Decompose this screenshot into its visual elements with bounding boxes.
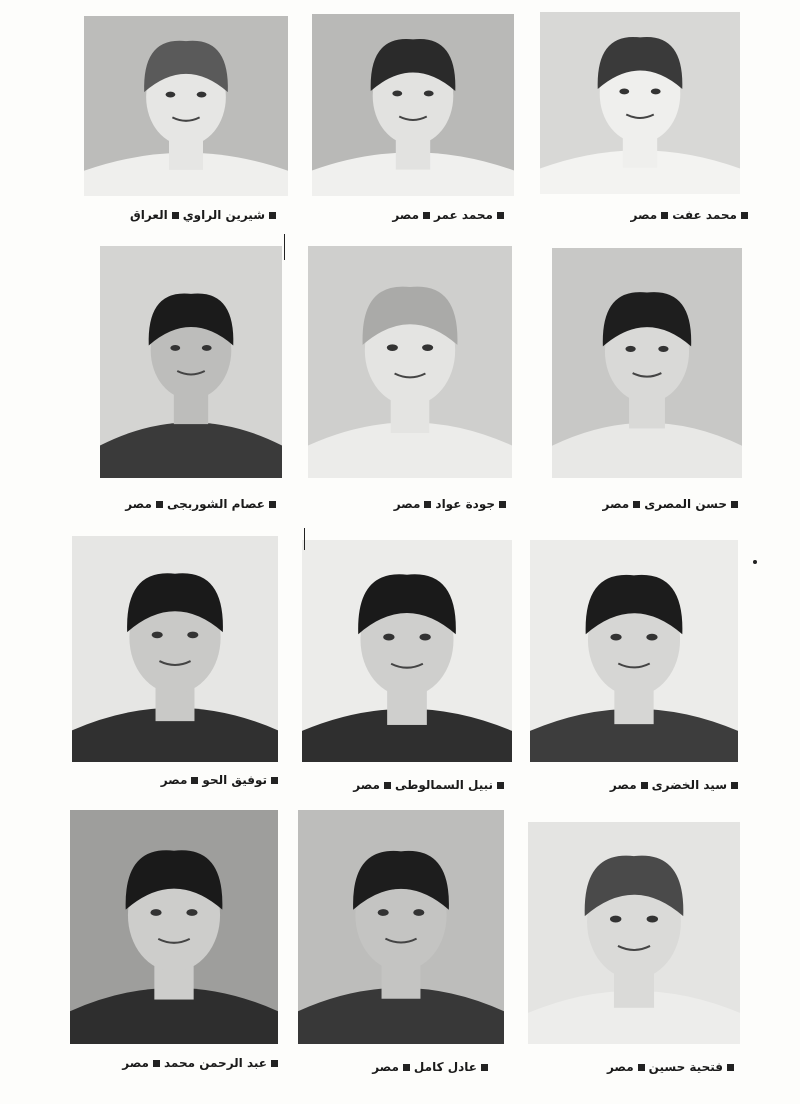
- person-country: مصر: [353, 778, 380, 792]
- portrait-figure: [70, 810, 278, 1044]
- portrait-photo: [70, 810, 278, 1044]
- bullet-square-icon: [423, 212, 430, 219]
- portrait-photo: [528, 822, 740, 1044]
- portrait-photo: [552, 248, 742, 478]
- photo-caption: [392, 208, 508, 222]
- left-eye-shape: [150, 909, 161, 916]
- portrait-figure: [302, 540, 512, 762]
- bullet-square-icon: [269, 501, 276, 508]
- scan-mark-dot: [753, 560, 757, 564]
- bullet-square-icon: [384, 782, 391, 789]
- portrait-photo: [100, 246, 282, 478]
- portrait-photo: [84, 16, 288, 196]
- bullet-square-icon: [153, 1060, 160, 1067]
- person-name: حسن المصرى: [644, 497, 727, 511]
- left-eye-shape: [166, 92, 176, 98]
- left-eye-shape: [152, 632, 163, 639]
- portrait-photo: [298, 810, 504, 1044]
- photo-caption: [122, 1056, 282, 1070]
- bullet-square-icon: [731, 501, 738, 508]
- portrait-figure: [552, 248, 742, 478]
- photo-caption: [353, 778, 508, 792]
- bullet-square-icon: [269, 212, 276, 219]
- person-name: محمد عفت: [672, 208, 737, 222]
- scan-mark-line: [304, 528, 305, 550]
- right-eye-shape: [202, 345, 212, 351]
- left-eye-shape: [170, 345, 180, 351]
- right-eye-shape: [647, 916, 658, 923]
- bullet-square-icon: [424, 501, 431, 508]
- portrait-figure: [528, 822, 740, 1044]
- left-eye-shape: [378, 909, 389, 916]
- person-name: محمد عمر: [434, 208, 493, 222]
- portrait-photo: [72, 536, 278, 762]
- portrait-figure: [312, 14, 514, 196]
- person-name: عصام الشوربجى: [166, 497, 265, 511]
- portrait-figure: [100, 246, 282, 478]
- bullet-square-icon: [661, 212, 668, 219]
- person-country: مصر: [609, 778, 637, 792]
- bullet-square-icon: [172, 212, 179, 219]
- bullet-square-icon: [727, 1064, 734, 1071]
- left-eye-shape: [625, 346, 635, 352]
- portrait-figure: [84, 16, 288, 196]
- photo-caption: [394, 497, 510, 511]
- portrait-photo: [308, 246, 512, 478]
- right-eye-shape: [658, 346, 668, 352]
- right-eye-shape: [422, 344, 433, 351]
- photo-caption: [130, 208, 280, 222]
- person-country: مصر: [630, 208, 658, 222]
- left-eye-shape: [387, 344, 398, 351]
- photo-caption: [607, 1060, 738, 1074]
- person-name: فتحية حسين: [648, 1060, 723, 1074]
- bullet-square-icon: [633, 501, 640, 508]
- photo-caption: [610, 778, 742, 792]
- right-eye-shape: [424, 90, 434, 96]
- right-eye-shape: [186, 909, 197, 916]
- person-country: مصر: [125, 497, 152, 511]
- bullet-square-icon: [271, 777, 278, 784]
- portrait-photo: [540, 12, 740, 194]
- person-country: مصر: [602, 497, 630, 511]
- bullet-square-icon: [156, 501, 163, 508]
- bullet-square-icon: [403, 1064, 410, 1071]
- bullet-square-icon: [499, 501, 506, 508]
- person-country: العراق: [129, 208, 168, 222]
- left-eye-shape: [610, 916, 621, 923]
- person-name: شيرين الراوي: [182, 208, 265, 222]
- person-country: مصر: [606, 1060, 634, 1074]
- left-eye-shape: [383, 634, 394, 641]
- person-country: مصر: [393, 497, 421, 511]
- photo-caption: [372, 1060, 492, 1074]
- portrait-figure: [540, 12, 740, 194]
- portrait-photo: [302, 540, 512, 762]
- photo-caption: [631, 208, 753, 222]
- left-eye-shape: [619, 88, 629, 94]
- left-eye-shape: [610, 634, 621, 641]
- right-eye-shape: [419, 634, 430, 641]
- bullet-square-icon: [497, 782, 504, 789]
- portrait-figure: [72, 536, 278, 762]
- person-name: عبد الرحمن محمد: [163, 1056, 267, 1070]
- portrait-figure: [308, 246, 512, 478]
- person-name: توفيق الحو: [202, 773, 267, 787]
- portrait-photo: [312, 14, 514, 196]
- person-country: مصر: [392, 208, 420, 222]
- portrait-figure: [298, 810, 504, 1044]
- bullet-square-icon: [497, 212, 504, 219]
- right-eye-shape: [413, 909, 424, 916]
- shoulders-shape: [552, 423, 742, 478]
- person-name: عادل كامل: [413, 1060, 477, 1074]
- photo-caption: [161, 773, 282, 787]
- person-country: مصر: [160, 773, 188, 787]
- right-eye-shape: [646, 634, 657, 641]
- person-name: سيد الخضرى: [651, 778, 727, 792]
- photo-caption: [125, 497, 280, 511]
- person-name: جودة عواد: [435, 497, 495, 511]
- person-country: مصر: [372, 1060, 399, 1074]
- scan-mark-line: [284, 234, 285, 260]
- portrait-photo: [530, 540, 738, 762]
- photo-caption: [602, 497, 742, 511]
- left-eye-shape: [392, 90, 402, 96]
- bullet-square-icon: [271, 1060, 278, 1067]
- right-eye-shape: [651, 88, 661, 94]
- person-name: نبيل السمالوطى: [394, 778, 493, 792]
- right-eye-shape: [187, 632, 198, 639]
- bullet-square-icon: [638, 1064, 645, 1071]
- bullet-square-icon: [731, 782, 738, 789]
- shoulders-shape: [100, 422, 282, 478]
- right-eye-shape: [197, 92, 207, 98]
- portrait-figure: [530, 540, 738, 762]
- bullet-square-icon: [191, 777, 198, 784]
- bullet-square-icon: [741, 212, 748, 219]
- bullet-square-icon: [641, 782, 648, 789]
- bullet-square-icon: [481, 1064, 488, 1071]
- person-country: مصر: [122, 1056, 149, 1070]
